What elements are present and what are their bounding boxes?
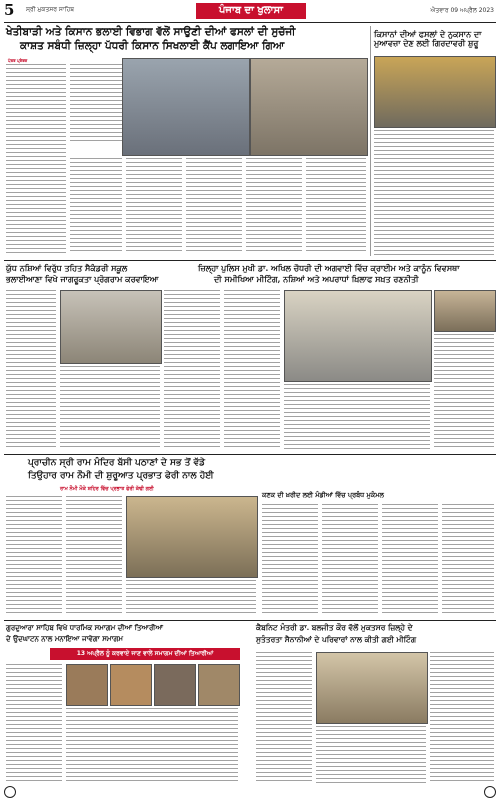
school-headline-1: ਯੁੱਧ ਨਸ਼ਿਆਂ ਵਿਰੁੱਧ ਤਹਿਤ ਸੈਕੰਡਰੀ ਸਕੂਲ [6,263,128,273]
lead-photo [122,58,250,156]
divider [4,454,496,455]
mandi-text-2 [322,504,378,616]
temple-subhead: ਰਾਮ ਨੌਮੀ ਮੌਕੇ ਸ਼ਹਿਰ ਵਿੱਚ ਪ੍ਰਭਾਤ ਫੇਰੀ ਕੱਢੀ ਗਈ [60,486,154,492]
section-banner: ਪੰਜਾਬ ਦਾ ਖੁਲਾਸਾ [196,3,306,19]
police-text-4 [284,384,430,450]
temple-photo [126,496,258,578]
police-photo-2 [434,290,496,332]
minister-headline-1: ਕੈਬਨਿਟ ਮੰਤਰੀ ਡਾ. ਬਲਜੀਤ ਕੌਰ ਵੱਲੋਂ ਮੁਕਤਸਰ ਜ਼ਿਲ੍ਹੇ ਦੇ [256,623,413,632]
masthead-rule [4,22,496,23]
minister-text-3 [430,652,494,784]
school-text [6,290,56,450]
gurdwara-strip: 13 ਅਪ੍ਰੈਲ ਨੂੰ ਕਰਵਾਏ ਜਾਣ ਵਾਲੇ ਸਮਾਗਮ ਦੀਆਂ ਤਿਆਰੀਆਂ [50,648,240,660]
column-separator [370,26,371,256]
mandi-text-3 [382,504,438,616]
temple-headline-2: ਤਿਉਹਾਰ ਰਾਮ ਨੌਮੀ ਦੀ ਸ਼ੁਰੂਆਤ ਪ੍ਰਭਾਤ ਫੇਰੀ ਨਾਲ ਹੋਈ [28,471,214,481]
police-photo [284,290,432,382]
police-text-1 [164,290,220,450]
minister-headline-2: ਸੁਤੰਤਰਤਾ ਸੈਨਾਨੀਆਂ ਦੇ ਪਰਿਵਾਰਾਂ ਨਾਲ ਕੀਤੀ ਗਈ ਮੀਟਿੰਗ [256,635,417,644]
lead-headline-1: ਖੇਤੀਬਾੜੀ ਅਤੇ ਕਿਸਾਨ ਭਲਾਈ ਵਿਭਾਗ ਵੱਲੋਂ ਸਾਉਣੀ ਦੀਆਂ ਫਸਲਾਂ ਦੀ ਸੁਚੱਜੀ [6,26,296,38]
mandi-text-1 [262,504,318,616]
gurdwara-headline-1: ਗੁਰਦੁਆਰਾ ਸਾਹਿਬ ਵਿਖੇ ਧਾਰਮਿਕ ਸਮਾਗਮ ਦੀਆਂ ਤਿਆਰੀਆਂ [6,623,164,632]
page-number: 5 [4,1,15,19]
school-headline-2: ਭਲਾਈਆਣਾ ਵਿਖੇ ਜਾਗਰੂਕਤਾ ਪ੍ਰੋਗਰਾਮ ਕਰਵਾਇਆ [6,274,159,284]
paper-name: ਸ੍ਰੀ ਮੁਕਤਸਰ ਸਾਹਿਬ [26,6,75,13]
divider [4,260,496,261]
police-headline-1: ਜ਼ਿਲ੍ਹਾ ਪੁਲਿਸ ਮੁਖੀ ਡਾ. ਅਖਿਲ ਚੌਧਰੀ ਦੀ ਅਗਵਾਈ ਵਿੱਚ ਕ੍ਰਾਈਮ ਅਤੇ ਕਾਨੂੰਨ ਵਿਵਸਥਾ [198,263,460,273]
police-text-3 [434,334,494,450]
temple-text-2 [66,496,122,616]
right-photo [374,56,496,128]
lead-text-col6 [246,158,302,254]
minister-photo [316,652,428,724]
right-text [374,130,494,256]
issue-date: ਐਤਵਾਰ 09 ਅਪ੍ਰੈਲ 2023 [430,7,494,14]
minister-text-2 [316,726,426,784]
gurdwara-text-1 [6,664,62,784]
lead-text-col1 [6,64,66,254]
lead-photo-2 [250,58,368,156]
temple-headline-1: ਪ੍ਰਾਚੀਨ ਸ੍ਰੀ ਰਾਮ ਮੰਦਿਰ ਬੱਸੀ ਪਠਾਣਾਂ ਦੇ ਸਭ ਤੋਂ ਵੱਡੇ [28,458,206,468]
lead-text-col7 [306,158,366,254]
minister-text-1 [256,652,312,784]
gurdwara-headline-2: ਦੇ ਉਦਘਾਟਨ ਨਾਲ ਮਨਾਇਆ ਜਾਵੇਗਾ ਸਮਾਗਮ [6,634,123,643]
registration-mark [484,786,496,798]
gurdwara-portrait-2 [110,664,152,706]
gurdwara-text-2 [66,708,238,784]
registration-mark [4,786,16,798]
lead-headline-2: ਕਾਸ਼ਤ ਸਬੰਧੀ ਜ਼ਿਲ੍ਹਾ ਪੱਧਰੀ ਕਿਸਾਨ ਸਿਖਲਾਈ ਕੈਂਪ ਲਗਾਇਆ ਗਿਆ [20,40,285,52]
gurdwara-portrait-3 [154,664,196,706]
lead-byline: ਪੱਤਰ ਪ੍ਰੇਰਕ [8,58,28,63]
school-photo [60,290,162,364]
lead-text-col5 [186,158,242,254]
gurdwara-portrait-4 [198,664,240,706]
temple-text-1 [6,496,62,616]
gurdwara-portrait-1 [66,664,108,706]
police-text-2 [224,290,280,450]
temple-text-3 [126,580,256,616]
lead-text-col4 [126,158,182,254]
police-headline-2: ਦੀ ਸਮੀਖਿਆ ਮੀਟਿੰਗ, ਨਸ਼ਿਆਂ ਅਤੇ ਅਪਰਾਧਾਂ ਖ਼ਿਲਾਫ ਸਖ਼ਤ ਰਣਨੀਤੀ [214,274,419,284]
lead-text-col3 [70,158,122,254]
mandi-headline: ਕਣਕ ਦੀ ਖ਼ਰੀਦ ਲਈ ਮੰਡੀਆਂ ਵਿੱਚ ਪ੍ਰਬੰਧ ਮੁਕੰਮਲ [262,491,384,499]
school-text-2 [60,366,160,450]
mandi-text-4 [442,504,494,616]
masthead [0,0,500,22]
lead-text-col2 [70,64,122,144]
divider [4,620,496,621]
right-headline: ਕਿਸਾਨਾਂ ਦੀਆਂ ਫਸਲਾਂ ਦੇ ਨੁਕਸਾਨ ਦਾ ਮੁਆਵਜ਼ਾ ਦੇਣ ਲਈ ਗਿਰਦਾਵਰੀ ਸ਼ੁਰੂ [374,29,482,49]
